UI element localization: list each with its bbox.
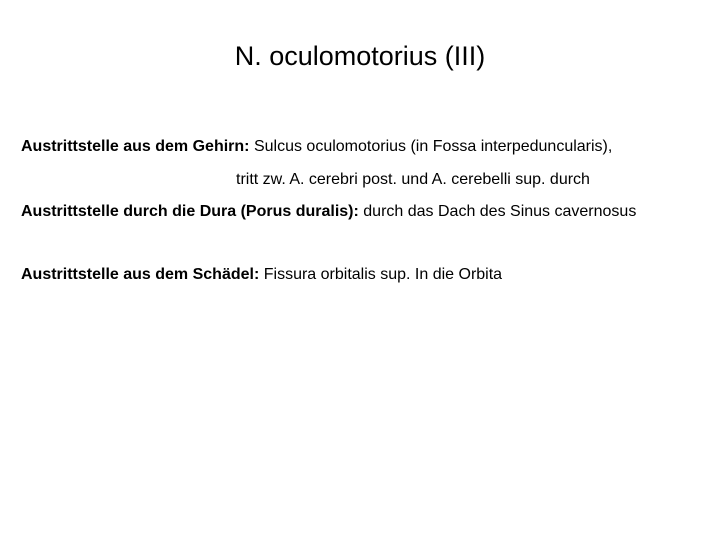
exit-dura-label: Austrittstelle durch die Dura (Porus duralis): <box>21 203 359 220</box>
exit-brain-line <box>21 137 612 157</box>
exit-brain-label: Austrittstelle aus dem Gehirn: <box>21 138 250 155</box>
exit-brain-text: Sulcus oculomotorius (in Fossa interpeduncularis), <box>249 138 613 155</box>
exit-dura-text: durch das Dach des Sinus cavernosus <box>358 203 637 220</box>
exit-dura-line <box>21 202 636 222</box>
exit-brain-continuation-text: tritt zw. A. cerebri post. und A. cerebelli sup. durch <box>236 171 590 188</box>
exit-skull-line <box>21 265 502 285</box>
slide-title: N. oculomotorius (III) <box>234 41 486 71</box>
exit-skull-text: Fissura orbitalis sup. In die Orbita <box>259 266 503 283</box>
exit-skull-label: Austrittstelle aus dem Schädel: <box>21 266 260 283</box>
exit-brain-continuation-line <box>236 170 590 190</box>
